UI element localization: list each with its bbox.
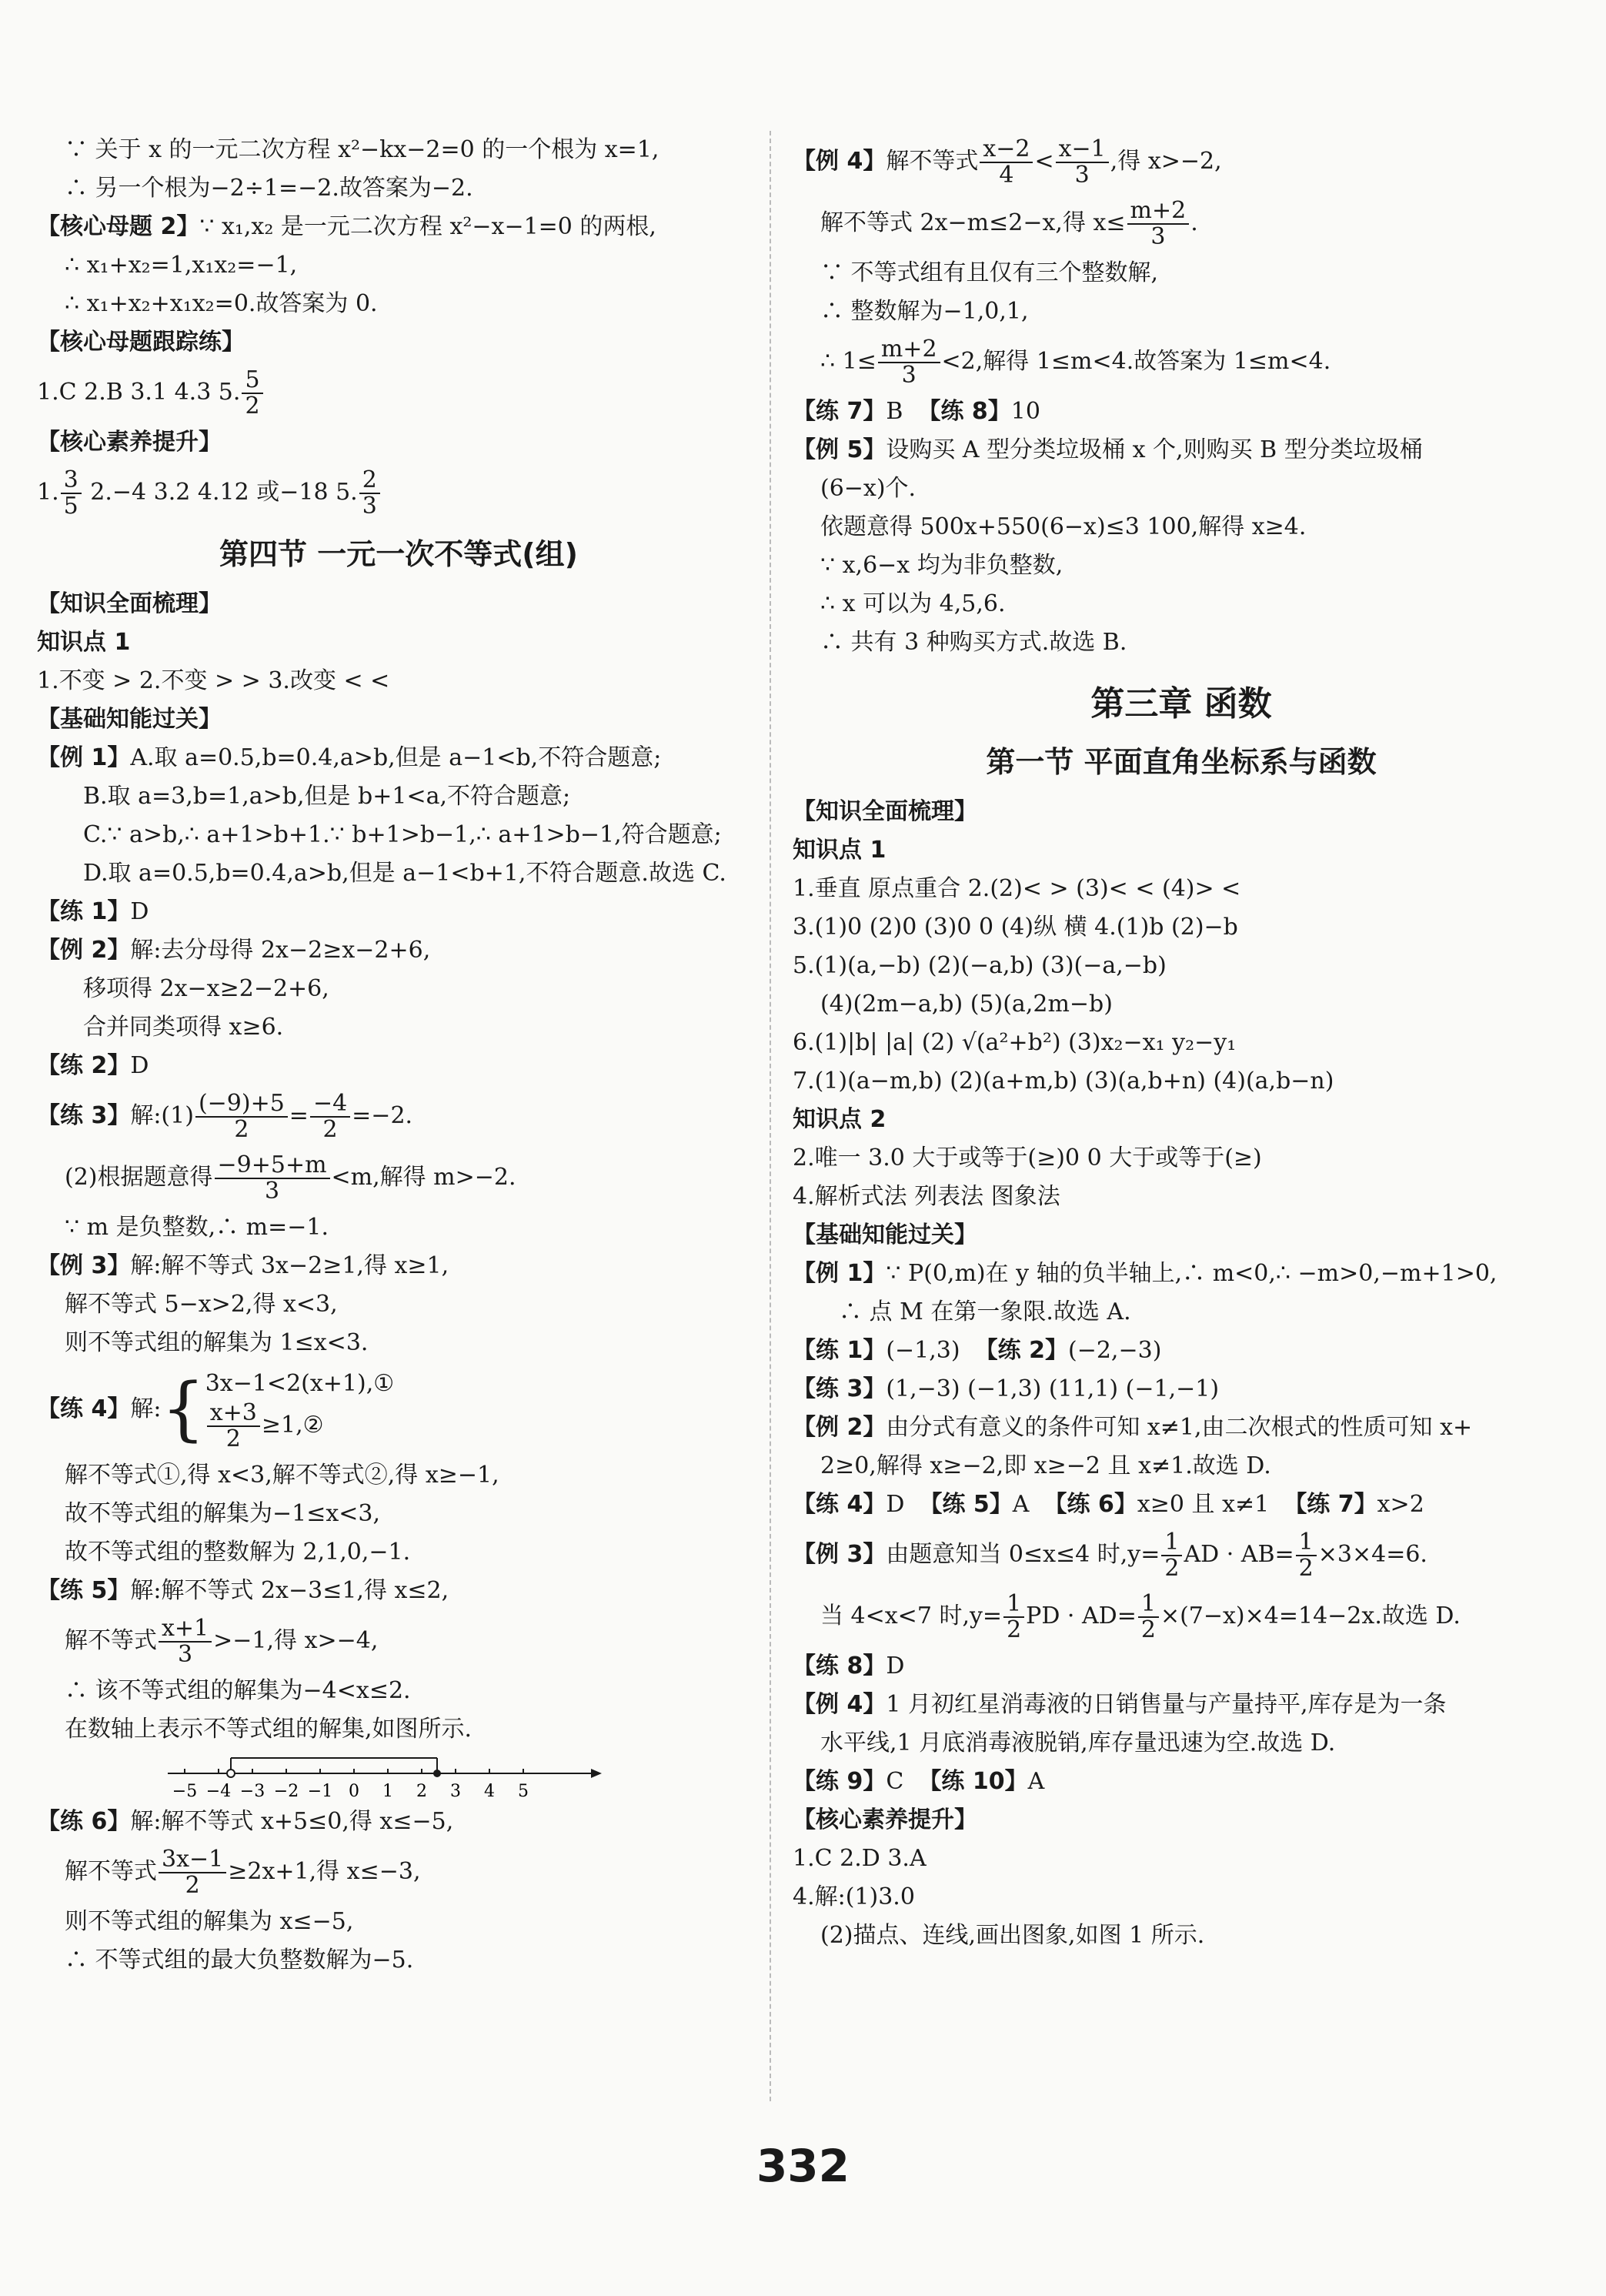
text-line: ∴ 共有 3 种购买方式.故选 B. [820, 629, 1127, 656]
text-line: ∴ 该不等式组的解集为−4<x≤2. [65, 1677, 411, 1704]
answer: D [886, 1491, 905, 1518]
fraction: $\frac{m+2}{3}$ [1127, 199, 1190, 249]
text-line: 合并同类项得 x≥6. [83, 1014, 284, 1041]
label-tag: 【练 8】 [917, 398, 1011, 425]
text-line: 则不等式组的解集为 1≤x<3. [65, 1329, 369, 1356]
label-tag: 【例 5】 [793, 436, 886, 463]
answer: A [1012, 1491, 1030, 1518]
number-line-label: −3 [239, 1782, 265, 1801]
section-heading: 【核心素养提升】 [793, 1806, 977, 1833]
answer: C [886, 1768, 904, 1795]
text-line: 依题意得 500x+550(6−x)≤3 100,解得 x≥4. [820, 513, 1307, 540]
math-line: 解不等式 2x−m≤2−x,得 x≤ $\frac{m+2}{3}$ . [820, 197, 1198, 250]
answer: D [130, 1052, 149, 1079]
text-line: 1.C 2.D 3.A [793, 1845, 927, 1872]
number-line-label: 0 [349, 1782, 359, 1801]
label-tag: 【例 3】 [37, 1252, 131, 1279]
text-line: 解:解不等式 x+5≤0,得 x≤−5, [130, 1808, 454, 1835]
text-line: 1.不变 > 2.不变 > > 3.改变 < < [37, 667, 390, 694]
text-line: (4)(2m−a,b) (5)(a,2m−b) [820, 991, 1113, 1018]
label-tag: 【练 2】 [37, 1052, 131, 1079]
number-line-label: −4 [205, 1782, 232, 1801]
knowledge-point: 知识点 1 [793, 837, 886, 864]
text-line: D.取 a=0.5,b=0.4,a>b,但是 a−1<b+1,不符合题意.故选 C. [83, 860, 726, 887]
label-tag: 【练 2】 [974, 1337, 1068, 1364]
answer: (−1,3) [886, 1337, 960, 1364]
fraction: $\frac{(-9)+5}{2}$ [195, 1091, 288, 1142]
text-line: ∴ 整数解为−1,0,1, [820, 298, 1029, 325]
number-line-label: 1 [382, 1782, 393, 1801]
answer: (1,−3) (−1,3) (11,1) (−1,−1) [886, 1375, 1220, 1402]
text-line: ∵ P(0,m)在 y 轴的负半轴上,∴ m<0,∴ −m>0,−m+1>0, [886, 1260, 1497, 1287]
number-line [37, 1749, 760, 1803]
label-tag: 【练 7】 [793, 398, 886, 425]
answer: B [886, 398, 903, 425]
text-line: ∴ x 可以为 4,5,6. [820, 590, 1006, 617]
text-line: ∴ 另一个根为−2÷1=−2.故答案为−2. [65, 175, 473, 202]
page-number: 332 [756, 2140, 850, 2192]
knowledge-point: 知识点 1 [37, 629, 131, 656]
answer: 10 [1010, 398, 1040, 425]
fraction: $\frac{3}{5}$ [61, 468, 82, 519]
text-line: 7.(1)(a−m,b) (2)(a+m,b) (3)(a,b+n) (4)(a,b−n) [793, 1068, 1334, 1095]
right-column [793, 131, 1570, 1955]
fraction: $\frac{3x-1}{2}$ [159, 1847, 226, 1898]
label-tag: 【练 6】 [37, 1808, 131, 1835]
number-line-label: 4 [484, 1782, 495, 1801]
math-line: 【例 4】解不等式 $\frac{x-2}{4}$ < $\frac{x-1}{3}$ ,得 x>−2, [793, 135, 1222, 189]
text-line: ∵ x,6−x 均为非负整数, [820, 552, 1063, 579]
math-line: 【例 3】由题意知当 0≤x≤4 时,y= $\frac{1}{2}$ AD · AB= $\frac{1}{2}$ ×3×4=6. [793, 1529, 1427, 1582]
math-line: 当 4<x<7 时,y= $\frac{1}{2}$ PD · AD= $\frac{1}{2}$ ×(7−x)×4=14−2x.故选 D. [820, 1590, 1461, 1643]
label-tag: 【练 5】 [37, 1577, 131, 1604]
fraction: $\frac{-4}{2}$ [310, 1091, 350, 1142]
section-heading: 【知识全面梳理】 [37, 590, 222, 617]
fraction: $\frac{2}{3}$ [359, 468, 380, 519]
text-line: ∵ m 是负整数,∴ m=−1. [65, 1214, 329, 1241]
label-tag: 【例 2】 [793, 1414, 886, 1441]
label-tag: 【练 5】 [919, 1491, 1013, 1518]
text-line: ∴ x₁+x₂=1,x₁x₂=−1, [65, 252, 298, 279]
text-line: 3.(1)0 (2)0 (3)0 0 (4)纵 横 4.(1)b (2)−b [793, 914, 1238, 941]
label-tag: 【练 3】 [793, 1375, 886, 1402]
text-line: 解不等式①,得 x<3,解不等式②,得 x≥−1, [65, 1462, 499, 1489]
knowledge-point: 知识点 2 [793, 1106, 886, 1133]
text-line: 1 月初红星消毒液的日销售量与产量持平,库存是为一条 [886, 1691, 1447, 1718]
label-tag: 【练 4】 [793, 1491, 886, 1518]
section-title: 第一节 平面直角坐标系与函数 [986, 745, 1377, 779]
fraction: $\frac{5}{2}$ [242, 368, 262, 419]
fraction: $\frac{1}{2}$ [1161, 1530, 1182, 1581]
number-line-label: 2 [416, 1782, 427, 1801]
label-tag: 【练 9】 [793, 1768, 886, 1795]
fraction: $\frac{m+2}{3}$ [878, 337, 940, 388]
text-line: 在数轴上表示不等式组的解集,如图所示. [65, 1716, 472, 1743]
text-line: 2.唯一 3.0 大于或等于(≥)0 0 大于或等于(≥) [793, 1145, 1262, 1171]
answer: x≥0 且 x≠1 [1137, 1491, 1270, 1518]
label-tag: 【例 2】 [37, 937, 131, 964]
label-tag: 【例 1】 [793, 1260, 886, 1287]
text-line: ∵ x₁,x₂ 是一元二次方程 x²−x−1=0 的两根, [199, 213, 656, 240]
text-line: 1.垂直 原点重合 2.(2)< > (3)< < (4)> < [793, 875, 1241, 902]
label-tag: 【练 8】 [793, 1653, 886, 1679]
number-line-svg [168, 1749, 753, 1803]
text-line: ∴ x₁+x₂+x₁x₂=0.故答案为 0. [65, 290, 378, 317]
brace: { [161, 1369, 205, 1449]
text-line: A.取 a=0.5,b=0.4,a>b,但是 a−1<b,不符合题意; [130, 744, 662, 771]
text-line: ∵ 关于 x 的一元二次方程 x²−kx−2=0 的一个根为 x=1, [65, 136, 659, 163]
text-line: 4.解:(1)3.0 [793, 1883, 915, 1910]
fraction: $\frac{1}{2}$ [1003, 1592, 1024, 1643]
text-line: (6−x)个. [820, 475, 917, 502]
inequality-system: 【练 4】 解: { 3x−1<2(x+1),① $\frac{x+3}{2}$ ≥1,② [37, 1369, 395, 1452]
text-line: ∴ 点 M 在第一象限.故选 A. [839, 1298, 1131, 1325]
text-line: 5.(1)(a,−b) (2)(−a,b) (3)(−a,−b) [793, 952, 1167, 979]
number-line-label: −2 [273, 1782, 299, 1801]
number-line-label: −5 [172, 1782, 198, 1801]
fraction: $\frac{x+3}{2}$ [207, 1401, 260, 1452]
fraction: $\frac{x-1}{3}$ [1056, 137, 1109, 188]
text-line: (2)描点、连线,画出图象,如图 1 所示. [820, 1922, 1205, 1949]
text-line: 移项得 2x−x≥2−2+6, [83, 975, 329, 1002]
text-line: 2≥0,解得 x≥−2,即 x≥−2 且 x≠1.故选 D. [820, 1452, 1271, 1479]
math-line: (2)根据题意得 $\frac{-9+5+m}{3}$ <m,解得 m>−2. [65, 1151, 516, 1205]
answer-line: 1.C 2.B 3.1 4.3 5. $\frac{5}{2}$ [37, 362, 760, 423]
answer-line: 1. $\frac{3}{5}$ 2.−4 3.2 4.12 或−18 5. $\frac{2}{3}$ [37, 462, 760, 523]
answer: x>2 [1377, 1491, 1424, 1518]
text-line: 解不等式 5−x>2,得 x<3, [65, 1291, 338, 1318]
label-tag: 【练 7】 [1284, 1491, 1377, 1518]
answer: D [886, 1653, 905, 1679]
fraction: $\frac{1}{2}$ [1296, 1530, 1317, 1581]
fraction: $\frac{x-2}{4}$ [980, 137, 1033, 188]
fraction: $\frac{1}{2}$ [1138, 1592, 1159, 1643]
math-line: 【练 3】解:(1) $\frac{(-9)+5}{2}$ = $\frac{-4}{2}$ =−2. [37, 1090, 413, 1143]
text-line: 6.(1)|b| |a| (2) √(a²+b²) (3)x₂−x₁ y₂−y₁ [793, 1029, 1237, 1056]
text-line: 解:解不等式 3x−2≥1,得 x≥1, [130, 1252, 449, 1279]
text-line: 解:去分母得 2x−2≥x−2+6, [130, 937, 431, 964]
section-heading: 【核心母题跟踪练】 [37, 329, 245, 356]
section-heading: 【核心素养提升】 [37, 429, 222, 456]
label-tag: 【练 10】 [918, 1768, 1028, 1795]
label-tag: 【核心母题 2】 [37, 213, 200, 240]
fraction: $\frac{x+1}{3}$ [159, 1616, 212, 1667]
text-line: 则不等式组的解集为 x≤−5, [65, 1908, 354, 1935]
text-line: 解:解不等式 2x−3≤1,得 x≤2, [130, 1577, 449, 1604]
fraction: $\frac{-9+5+m}{3}$ [215, 1153, 330, 1204]
left-column [37, 131, 760, 1980]
number-line-label: 3 [450, 1782, 461, 1801]
text-line: C.∵ a>b,∴ a+1>b+1.∵ b+1>b−1,∴ a+1>b−1,符合题意; [83, 821, 722, 848]
label-tag: 【练 1】 [793, 1337, 886, 1364]
text-line: 故不等式组的整数解为 2,1,0,−1. [65, 1539, 411, 1566]
answer: A [1027, 1768, 1045, 1795]
column-divider [770, 131, 771, 2101]
text-line: 由分式有意义的条件可知 x≠1,由二次根式的性质可知 x+ [886, 1414, 1473, 1441]
math-line: 解不等式 $\frac{3x-1}{2}$ ≥2x+1,得 x≤−3, [65, 1846, 421, 1899]
number-line-label: 5 [518, 1782, 529, 1801]
number-line-label: −1 [307, 1782, 333, 1801]
label-tag: 【例 4】 [793, 1691, 886, 1718]
text-line: 4.解析式法 列表法 图象法 [793, 1183, 1060, 1210]
text-line: 故不等式组的解集为−1≤x<3, [65, 1500, 381, 1527]
text-line: ∵ 不等式组有且仅有三个整数解, [820, 259, 1159, 286]
text-line: ∴ 不等式组的最大负整数解为−5. [65, 1947, 414, 1973]
label-tag: 【例 1】 [37, 744, 131, 771]
section-heading: 【基础知能过关】 [793, 1222, 977, 1248]
label-tag: 【练 1】 [37, 898, 131, 925]
section-heading: 【基础知能过关】 [37, 706, 222, 733]
section-heading: 【知识全面梳理】 [793, 798, 977, 825]
section-title: 第四节 一元一次不等式(组) [219, 537, 578, 571]
text-line: 设购买 A 型分类垃圾桶 x 个,则购买 B 型分类垃圾桶 [886, 436, 1423, 463]
text-line: 水平线,1 月底消毒液脱销,库存量迅速为空.故选 D. [820, 1730, 1336, 1756]
chapter-title: 第三章 函数 [1090, 684, 1272, 724]
answer: D [130, 898, 149, 925]
answer: (−2,−3) [1068, 1337, 1162, 1364]
label-tag: 【练 6】 [1043, 1491, 1137, 1518]
math-line: ∴ 1≤ $\frac{m+2}{3}$ <2,解得 1≤m<4.故答案为 1≤m<4. [820, 336, 1331, 389]
math-line: 解不等式 $\frac{x+1}{3}$ >−1,得 x>−4, [65, 1615, 379, 1668]
text-line: B.取 a=3,b=1,a>b,但是 b+1<a,不符合题意; [83, 783, 571, 810]
